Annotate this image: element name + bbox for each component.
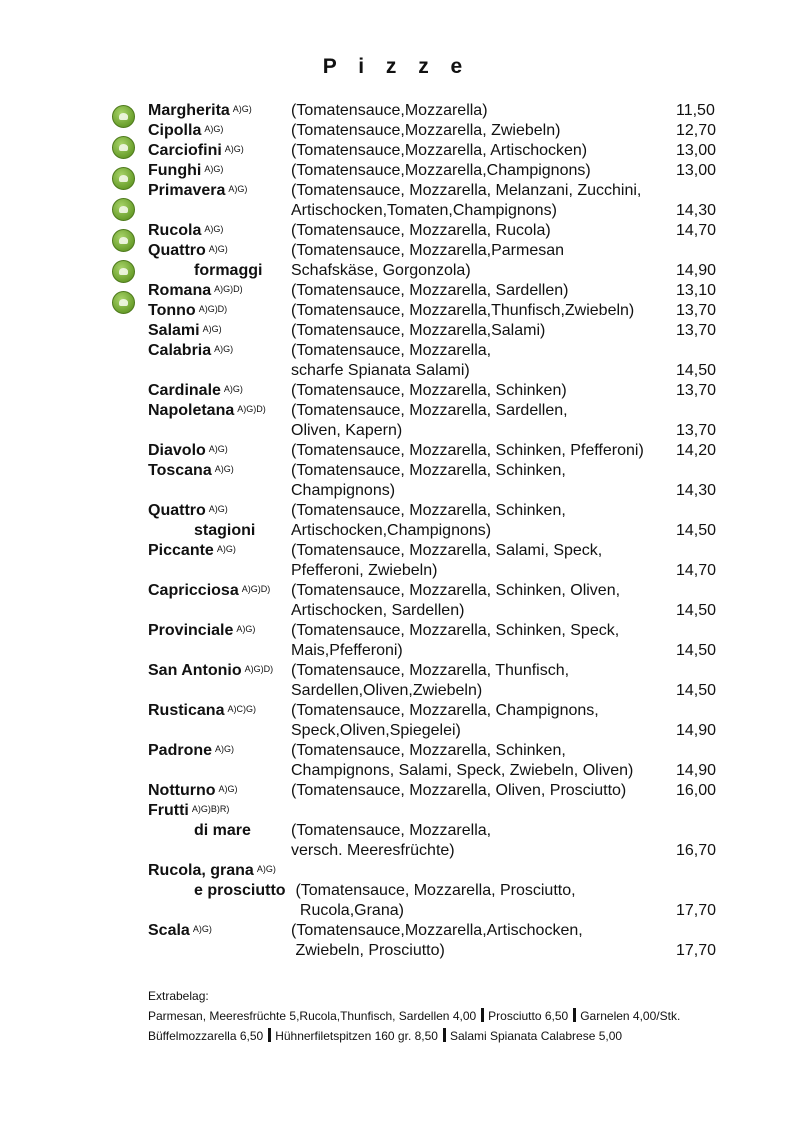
leaf-icon — [119, 237, 128, 244]
page-title: P i z z e — [322, 55, 471, 78]
pizza-name — [148, 561, 151, 581]
pizza-name-text: Notturno — [148, 782, 216, 799]
allergen-codes: A)G)D) — [241, 584, 271, 594]
pizza-price: 14,50 — [676, 602, 717, 619]
menu-line — [148, 221, 748, 241]
separator-bar — [573, 1008, 576, 1022]
pizza-price: 12,70 — [676, 122, 717, 139]
menu-line — [148, 141, 748, 161]
allergen-codes: A)G) — [208, 444, 228, 454]
pizza-name-text: Padrone — [148, 742, 213, 759]
veggie-badge-icon — [112, 229, 135, 252]
pizza-ingredients: (Tomatensauce, Mozzarella, Sardellen) — [291, 282, 569, 299]
pizza-name-text: Romana — [148, 282, 212, 299]
pizza-name — [148, 801, 229, 821]
pizza-ingredients: (Tomatensauce,Mozzarella, Artischocken) — [291, 142, 588, 159]
pizza-name — [148, 281, 243, 301]
pizza-name — [148, 301, 227, 321]
menu-line — [148, 721, 748, 741]
menu-line — [148, 321, 748, 341]
pizza-ingredients: (Tomatensauce, Mozzarella, Schinken, Speck, — [291, 622, 620, 639]
allergen-codes: A)G) — [192, 924, 212, 934]
pizza-name — [148, 781, 238, 801]
pizza-ingredients: Champignons) — [291, 482, 396, 499]
menu-line — [148, 241, 748, 261]
pizza-ingredients: (Tomatensauce, Mozzarella, Melanzani, Zucchini, — [291, 182, 642, 199]
menu-line — [148, 561, 748, 581]
veggie-badge-icon — [112, 260, 135, 283]
leaf-icon — [119, 268, 128, 275]
allergen-codes: A)G) — [228, 184, 248, 194]
veggie-badge-icon — [112, 291, 135, 314]
pizza-name-text: Napoletana — [148, 402, 235, 419]
allergen-codes: A)G) — [208, 504, 228, 514]
pizza-name — [148, 221, 223, 241]
menu-line — [148, 301, 748, 321]
menu-line — [148, 181, 748, 201]
veggie-badge-icon — [112, 167, 135, 190]
pizza-name — [148, 721, 151, 741]
pizza-ingredients: (Tomatensauce, Mozzarella, Schinken, Pfefferoni) — [291, 442, 644, 459]
menu-line — [148, 921, 748, 941]
allergen-codes: A)G) — [223, 384, 243, 394]
menu-line — [148, 161, 748, 181]
pizza-price: 14,90 — [676, 762, 717, 779]
pizza-name — [194, 881, 289, 901]
allergen-codes: A)G) — [236, 624, 256, 634]
pizza-ingredients: Champignons, Salami, Speck, Zwiebeln, Oliven) — [291, 762, 634, 779]
allergen-codes: A)C)G) — [227, 704, 256, 714]
allergen-codes: A)G)D) — [244, 664, 274, 674]
menu-line — [148, 941, 748, 961]
pizza-ingredients: Speck,Oliven,Spiegelei) — [291, 722, 461, 739]
pizza-name — [148, 681, 151, 701]
pizza-name — [148, 201, 151, 221]
menu-line — [148, 701, 748, 721]
pizza-ingredients: Mais,Pfefferoni) — [291, 642, 403, 659]
allergen-codes: A)G) — [215, 744, 235, 754]
pizza-name-text: Rucola — [148, 222, 202, 239]
pizza-price: 16,70 — [676, 842, 717, 859]
menu-line — [148, 381, 748, 401]
pizza-price: 13,70 — [676, 382, 717, 399]
pizza-ingredients: (Tomatensauce,Mozzarella) — [291, 102, 488, 119]
pizza-name — [148, 101, 252, 121]
leaf-icon — [119, 206, 128, 213]
allergen-codes: A)G)D) — [198, 304, 228, 314]
pizza-ingredients: (Tomatensauce, Mozzarella, Thunfisch, — [291, 662, 570, 679]
pizza-name-text: di mare — [194, 822, 251, 839]
pizza-price: 14,90 — [676, 262, 717, 279]
menu-line — [148, 801, 748, 821]
pizza-name-text: Provinciale — [148, 622, 234, 639]
menu-line — [148, 521, 748, 541]
pizza-ingredients: (Tomatensauce, Mozzarella, Schinken, Oliven, — [291, 582, 621, 599]
allergen-codes: A)G) — [232, 104, 252, 114]
separator-bar — [443, 1028, 446, 1042]
menu-line — [148, 581, 748, 601]
pizza-price: 13,70 — [676, 302, 717, 319]
pizza-name — [148, 321, 222, 341]
menu-line — [148, 341, 748, 361]
extras-section — [148, 986, 768, 1046]
menu-line — [148, 261, 748, 281]
pizza-name — [148, 941, 151, 961]
pizza-price: 14,50 — [676, 682, 717, 699]
pizza-name — [148, 901, 151, 921]
pizza-ingredients: Rucola,Grana) — [291, 902, 404, 919]
pizza-name-text: Rucola, grana — [148, 862, 254, 879]
pizza-price: 14,30 — [676, 202, 717, 219]
pizza-name-text: Funghi — [148, 162, 202, 179]
pizza-price: 11,50 — [676, 102, 715, 119]
menu-line — [148, 881, 748, 901]
pizza-name-text: Frutti — [148, 802, 189, 819]
menu-line — [148, 541, 748, 561]
pizza-name — [148, 701, 256, 721]
separator-bar — [268, 1028, 271, 1042]
pizza-name-text: Quattro — [148, 242, 206, 259]
pizza-price: 17,70 — [676, 902, 717, 919]
pizza-price: 14,20 — [676, 442, 717, 459]
menu-line — [148, 781, 748, 801]
pizza-price: 14,70 — [676, 222, 717, 239]
pizza-name — [148, 921, 212, 941]
pizza-name-text: formaggi — [194, 262, 263, 279]
pizza-price: 14,50 — [676, 642, 717, 659]
menu-line — [148, 901, 748, 921]
pizza-name — [148, 861, 276, 881]
pizza-price: 17,70 — [676, 942, 717, 959]
veggie-badge-icon — [112, 136, 135, 159]
pizza-price: 14,50 — [676, 362, 717, 379]
pizza-ingredients: (Tomatensauce, Mozzarella, — [291, 822, 492, 839]
allergen-codes: A)G)D) — [237, 404, 266, 414]
pizza-price: 13,70 — [676, 422, 717, 439]
pizza-name-text: stagioni — [194, 522, 256, 539]
pizza-name — [148, 621, 255, 641]
extras-item: Büffelmozzarella 6,50 — [148, 1029, 264, 1043]
pizza-name-text: Tonno — [148, 302, 196, 319]
pizza-ingredients: (Tomatensauce, Mozzarella, Schinken) — [291, 382, 567, 399]
pizza-name — [148, 181, 247, 201]
pizza-name — [194, 261, 265, 281]
pizza-name-text: Margherita — [148, 102, 230, 119]
allergen-codes: A)G) — [204, 224, 224, 234]
pizza-price: 14,30 — [676, 482, 717, 499]
pizza-ingredients: (Tomatensauce, Mozzarella,Thunfisch,Zwiebeln) — [291, 302, 635, 319]
pizza-name — [148, 241, 228, 261]
pizza-ingredients: versch. Meeresfrüchte) — [291, 842, 455, 859]
allergen-codes: A)G) — [216, 544, 236, 554]
pizza-ingredients: (Tomatensauce, Mozzarella, Oliven, Prosciutto) — [291, 782, 627, 799]
pizza-name — [194, 821, 254, 841]
pizza-price: 16,00 — [676, 782, 717, 799]
allergen-codes: A)G) — [214, 464, 234, 474]
pizza-menu — [148, 101, 748, 961]
pizza-ingredients: Sardellen,Oliven,Zwiebeln) — [291, 682, 483, 699]
menu-line — [148, 401, 748, 421]
pizza-name — [148, 641, 151, 661]
menu-line — [148, 361, 748, 381]
pizza-name-text: Salami — [148, 322, 200, 339]
pizza-ingredients: (Tomatensauce, Mozzarella, Prosciutto, — [291, 882, 576, 899]
pizza-name-text: Calabria — [148, 342, 212, 359]
pizza-name — [148, 541, 236, 561]
pizza-ingredients: (Tomatensauce, Mozzarella, Salami, Speck, — [291, 542, 603, 559]
allergen-codes: A)G)D) — [214, 284, 243, 294]
allergen-codes: A)G) — [204, 164, 224, 174]
pizza-name-text: Diavolo — [148, 442, 206, 459]
pizza-name — [148, 341, 233, 361]
pizza-name-text: e prosciutto — [194, 882, 286, 899]
pizza-ingredients: Artischocken,Tomaten,Champignons) — [291, 202, 557, 219]
pizza-price: 14,90 — [676, 722, 717, 739]
pizza-ingredients: scharfe Spianata Salami) — [291, 362, 470, 379]
menu-line — [148, 281, 748, 301]
pizza-name — [148, 481, 151, 501]
veggie-badge-icon — [112, 105, 135, 128]
pizza-ingredients: (Tomatensauce, Mozzarella,Parmesan — [291, 242, 565, 259]
leaf-icon — [119, 175, 128, 182]
menu-line — [148, 121, 748, 141]
extras-item: Garnelen 4,00/Stk. — [580, 1009, 681, 1023]
pizza-name-text: Quattro — [148, 502, 206, 519]
pizza-name — [148, 361, 151, 381]
pizza-name — [194, 521, 258, 541]
pizza-ingredients: (Tomatensauce,Mozzarella,Artischocken, — [291, 922, 583, 939]
pizza-ingredients: Schafskäse, Gorgonzola) — [291, 262, 471, 279]
menu-line — [148, 601, 748, 621]
pizza-price: 13,00 — [676, 162, 717, 179]
menu-line — [148, 501, 748, 521]
pizza-name — [148, 761, 151, 781]
menu-line — [148, 201, 748, 221]
allergen-codes: A)G) — [202, 324, 222, 334]
vegetarian-badges — [112, 105, 135, 322]
pizza-name — [148, 461, 234, 481]
pizza-name — [148, 121, 223, 141]
pizza-name-text: Capricciosa — [148, 582, 239, 599]
pizza-name — [148, 581, 270, 601]
pizza-name-text: Carciofini — [148, 142, 222, 159]
pizza-name — [148, 421, 151, 441]
pizza-price: 14,50 — [676, 522, 717, 539]
pizza-name — [148, 161, 223, 181]
menu-line — [148, 841, 748, 861]
pizza-ingredients: (Tomatensauce, Mozzarella, Schinken, — [291, 462, 566, 479]
pizza-name-text: Primavera — [148, 182, 226, 199]
pizza-price: 13,00 — [676, 142, 717, 159]
leaf-icon — [119, 113, 128, 120]
pizza-name-text: Rusticana — [148, 702, 225, 719]
pizza-name — [148, 741, 234, 761]
pizza-name-text: Toscana — [148, 462, 212, 479]
pizza-name-text: Scala — [148, 922, 190, 939]
allergen-codes: A)G) — [208, 244, 228, 254]
menu-line — [148, 741, 748, 761]
pizza-name — [148, 501, 228, 521]
extras-line-2 — [148, 1026, 768, 1046]
pizza-name-text: Cipolla — [148, 122, 202, 139]
allergen-codes: A)G) — [214, 344, 234, 354]
pizza-ingredients: (Tomatensauce, Mozzarella, Champignons, — [291, 702, 599, 719]
pizza-ingredients: (Tomatensauce, Mozzarella, Rucola) — [291, 222, 551, 239]
menu-line — [148, 641, 748, 661]
allergen-codes: A)G)B)R) — [191, 804, 230, 814]
pizza-ingredients: Artischocken,Champignons) — [291, 522, 492, 539]
pizza-name — [148, 401, 266, 421]
pizza-ingredients: Zwiebeln, Prosciutto) — [291, 942, 445, 959]
leaf-icon — [119, 144, 128, 151]
pizza-name — [148, 661, 273, 681]
pizza-ingredients: Artischocken, Sardellen) — [291, 602, 465, 619]
menu-line — [148, 621, 748, 641]
menu-line — [148, 421, 748, 441]
veggie-badge-icon — [112, 198, 135, 221]
pizza-price: 13,70 — [676, 322, 717, 339]
menu-line — [148, 661, 748, 681]
menu-line — [148, 821, 748, 841]
extras-item: Salami Spianata Calabrese 5,00 — [449, 1029, 623, 1043]
pizza-name — [148, 381, 243, 401]
pizza-name — [148, 441, 228, 461]
menu-line — [148, 761, 748, 781]
pizza-ingredients: (Tomatensauce, Mozzarella,Salami) — [291, 322, 546, 339]
pizza-name-text: San Antonio — [148, 662, 242, 679]
leaf-icon — [119, 299, 128, 306]
extras-item: Hühnerfiletspitzen 160 gr. 8,50 — [275, 1029, 438, 1043]
pizza-name-text: Cardinale — [148, 382, 221, 399]
extras-item: Prosciutto 6,50 — [488, 1009, 569, 1023]
pizza-ingredients: (Tomatensauce, Mozzarella, Sardellen, — [291, 402, 568, 419]
pizza-ingredients: (Tomatensauce,Mozzarella,Champignons) — [291, 162, 591, 179]
pizza-price: 14,70 — [676, 562, 717, 579]
menu-line — [148, 461, 748, 481]
separator-bar — [481, 1008, 484, 1022]
menu-line — [148, 681, 748, 701]
allergen-codes: A)G) — [204, 124, 224, 134]
pizza-ingredients: (Tomatensauce, Mozzarella, Schinken, — [291, 502, 566, 519]
extras-item: Parmesan, Meeresfrüchte 5,Rucola,Thunfisch, Sardellen 4,00 — [148, 1009, 477, 1023]
menu-line — [148, 441, 748, 461]
pizza-ingredients: (Tomatensauce, Mozzarella, Schinken, — [291, 742, 566, 759]
pizza-price: 13,10 — [676, 282, 717, 299]
allergen-codes: A)G) — [224, 144, 244, 154]
allergen-codes: A)G) — [256, 864, 276, 874]
pizza-name — [148, 841, 151, 861]
menu-line — [148, 101, 748, 121]
pizza-ingredients: Oliven, Kapern) — [291, 422, 403, 439]
menu-line — [148, 481, 748, 501]
extras-line-1 — [148, 1006, 768, 1026]
pizza-ingredients: Pfefferoni, Zwiebeln) — [291, 562, 438, 579]
extras-heading: Extrabelag: — [148, 989, 209, 1003]
menu-line — [148, 861, 748, 881]
pizza-ingredients: (Tomatensauce,Mozzarella, Zwiebeln) — [291, 122, 561, 139]
pizza-ingredients: (Tomatensauce, Mozzarella, — [291, 342, 492, 359]
pizza-name-text: Piccante — [148, 542, 214, 559]
pizza-name — [148, 141, 244, 161]
allergen-codes: A)G) — [218, 784, 238, 794]
pizza-name — [148, 601, 151, 621]
